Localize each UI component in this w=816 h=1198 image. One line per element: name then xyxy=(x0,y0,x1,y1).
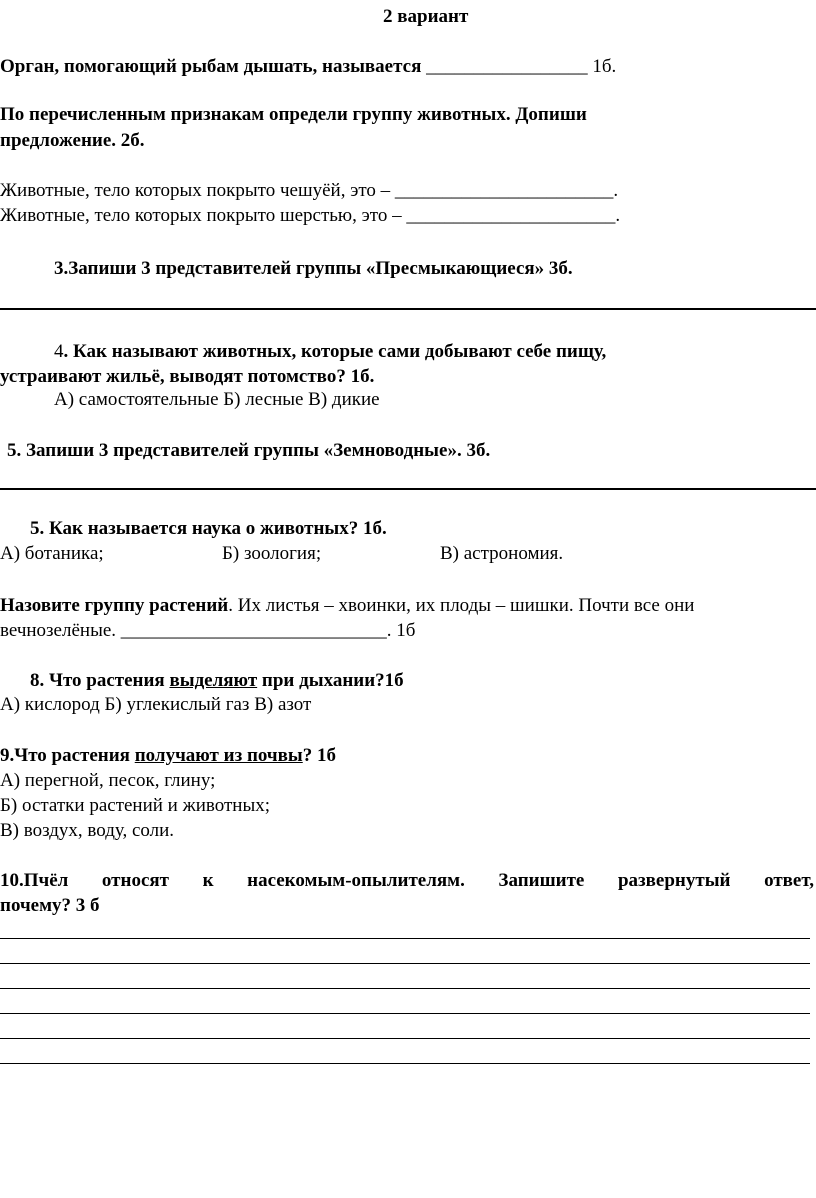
question-1-points: 1б. xyxy=(592,56,617,77)
question-4-options: А) самостоятельные Б) лесные В) дикие xyxy=(54,389,380,410)
question-3: 3.Запиши 3 представителей группы «Пресмыкающиеся» 3б. xyxy=(54,258,573,279)
question-5a: 5. Запиши 3 представителей группы «Земноводные». 3б. xyxy=(7,440,491,461)
question-10-line1: 10.Пчёл относят к насекомым-опылителям. Запишите развернутый ответ, xyxy=(0,870,814,891)
page-title: 2 вариант xyxy=(383,6,469,27)
question-8-underlined: выделяют xyxy=(169,670,258,691)
question-1 xyxy=(0,54,814,80)
question-5b: 5. Как называется наука о животных? 1б. xyxy=(30,518,387,539)
question-9-option-b: Б) остатки растений и животных; xyxy=(0,795,270,816)
question-7-bold: Назовите группу растений xyxy=(0,595,229,616)
answer-line xyxy=(0,1038,810,1039)
question-5b-option-c: В) астрономия. xyxy=(440,543,564,564)
answer-line xyxy=(0,1013,810,1014)
question-2-sentence-2: Животные, тело которых покрыто шерстью, это – ______________________. xyxy=(0,205,621,226)
question-8 xyxy=(30,668,404,694)
question-1-blank: _________________ xyxy=(426,56,588,77)
question-2-sentence-1: Животные, тело которых покрыто чешуёй, это – _______________________. xyxy=(0,180,619,201)
question-5b-option-b: Б) зоология; xyxy=(222,543,322,564)
question-7-line1 xyxy=(0,593,814,619)
question-4-num: 4 xyxy=(54,341,64,362)
question-2-line1: По перечисленным признакам определи группу животных. Допиши xyxy=(0,104,587,125)
answer-line-3 xyxy=(0,308,816,310)
question-9-option-a: А) перегной, песок, глину; xyxy=(0,770,216,791)
answer-line xyxy=(0,988,810,989)
question-7-rest: . Их листья – хвоинки, их плоды – шишки. Почти все они xyxy=(228,595,695,616)
question-10-line2: почему? 3 б xyxy=(0,895,100,916)
question-4-line2: устраивают жильё, выводят потомство? 1б. xyxy=(0,366,375,387)
question-4-line1 xyxy=(54,339,606,365)
question-5b-option-a: А) ботаника; xyxy=(0,543,104,564)
question-2-line2: предложение. 2б. xyxy=(0,130,145,151)
question-7-line2: вечнозелёные. ____________________________. 1б xyxy=(0,620,416,641)
question-9 xyxy=(0,743,814,769)
question-8-options: А) кислород Б) углекислый газ В) азот xyxy=(0,694,312,715)
answer-line xyxy=(0,1063,810,1064)
answer-line-5 xyxy=(0,488,816,490)
answer-line xyxy=(0,963,810,964)
question-8-post: при дыхании?1б xyxy=(257,670,404,691)
question-1-text: Орган, помогающий рыбам дышать, называется xyxy=(0,56,422,77)
question-9-underlined: получают из почвы xyxy=(134,745,303,766)
question-4-text: . Как называют животных, которые сами добывают себе пищу, xyxy=(63,341,607,362)
question-9-option-c: В) воздух, воду, соли. xyxy=(0,820,175,841)
question-9-post: ? 1б xyxy=(302,745,336,766)
question-8-pre: 8. Что растения xyxy=(30,670,170,691)
answer-line xyxy=(0,938,810,939)
question-9-pre: 9.Что растения xyxy=(0,745,135,766)
